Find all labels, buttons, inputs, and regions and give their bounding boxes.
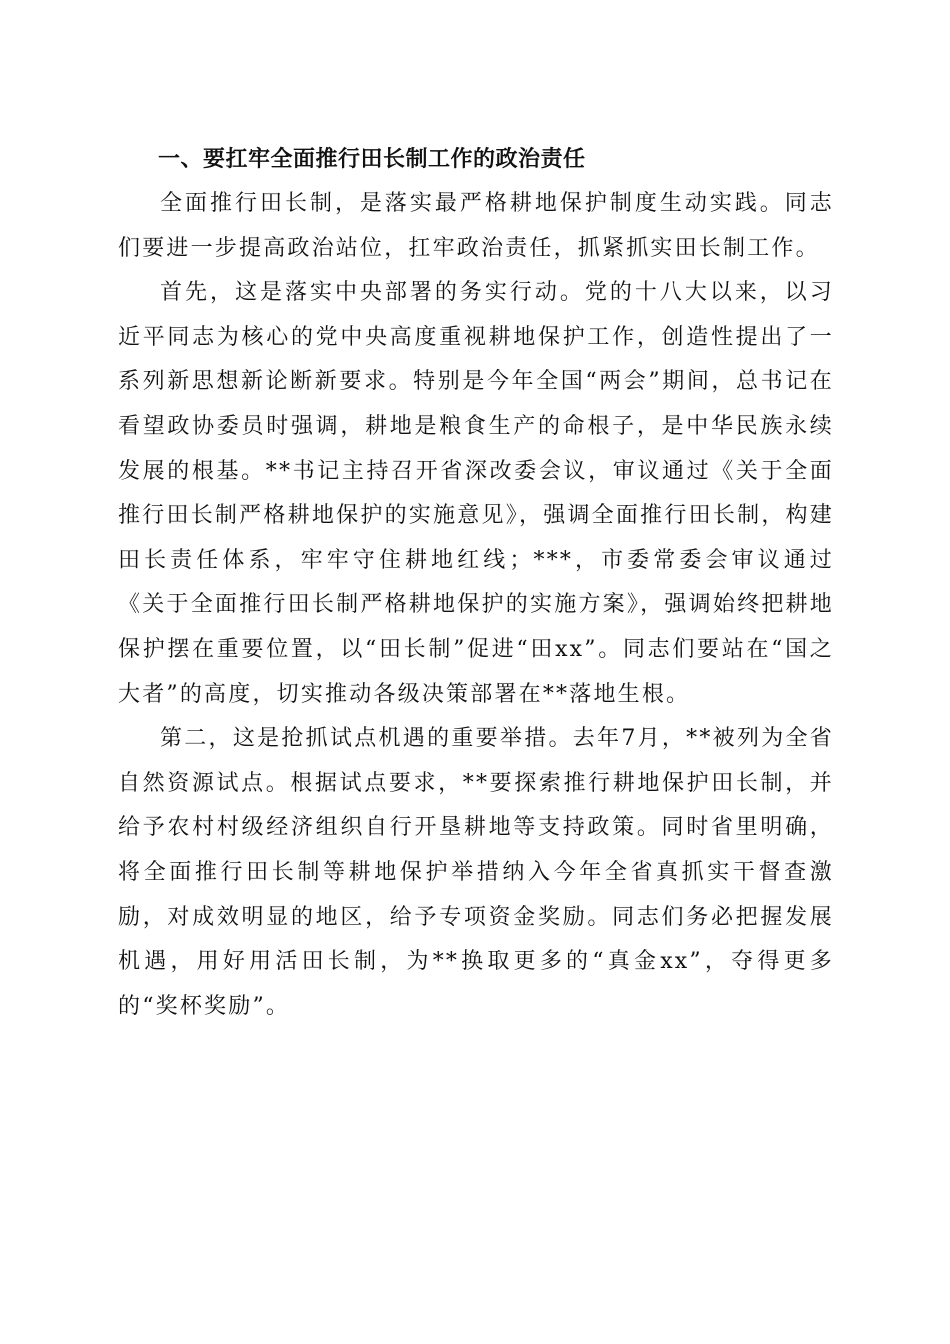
paragraph-intro: 全面推行田长制，是落实最严格耕地保护制度生动实践。同志们要进一步提高政治站位，扛牢政治责任，抓紧抓实田长制工作。	[118, 191, 834, 261]
paragraph-first: 首先，这是落实中央部署的务实行动。党的十八大以来，以习近平同志为核心的党中央高度重视耕地保护工作，创造性提出了一系列新思想新论断新要求。特别是今年全国“两会”期间，总书记在看望政协委员时强调，耕地是粮食生产的命根子，是中华民族永续发展的根基。**书记主持召开省深改委会议，审议通过《关于全面推行田长制严格耕地保护的实施意见》，强调全面推行田长制，构建田长责任体系，牢牢守住耕地红线；***，市委常委会审议通过《关于全面推行田长制严格耕地保护的实施方案》，强调始终把耕地保护摆在重要位置，以“田长制”促进“田xx”。同志们要站在“国之大者”的高度，切实推动各级决策部署在**落地生根。	[118, 280, 834, 707]
document-body	[118, 138, 834, 1029]
section-heading: 一、要扛牢全面推行田长制工作的政治责任	[158, 147, 586, 172]
paragraph-second: 第二，这是抢抓试点机遇的重要举措。去年7月，**被列为全省自然资源试点。根据试点要求，**要探索推行耕地保护田长制，并给予农村村级经济组织自行开垦耕地等支持政策。同时省里明确，将全面推行田长制等耕地保护举措纳入今年全省真抓实干督查激励，对成效明显的地区，给予专项资金奖励。同志们务必把握发展机遇，用好用活田长制，为**换取更多的“真金xx”，夺得更多的“奖杯奖励”。	[118, 726, 834, 1019]
